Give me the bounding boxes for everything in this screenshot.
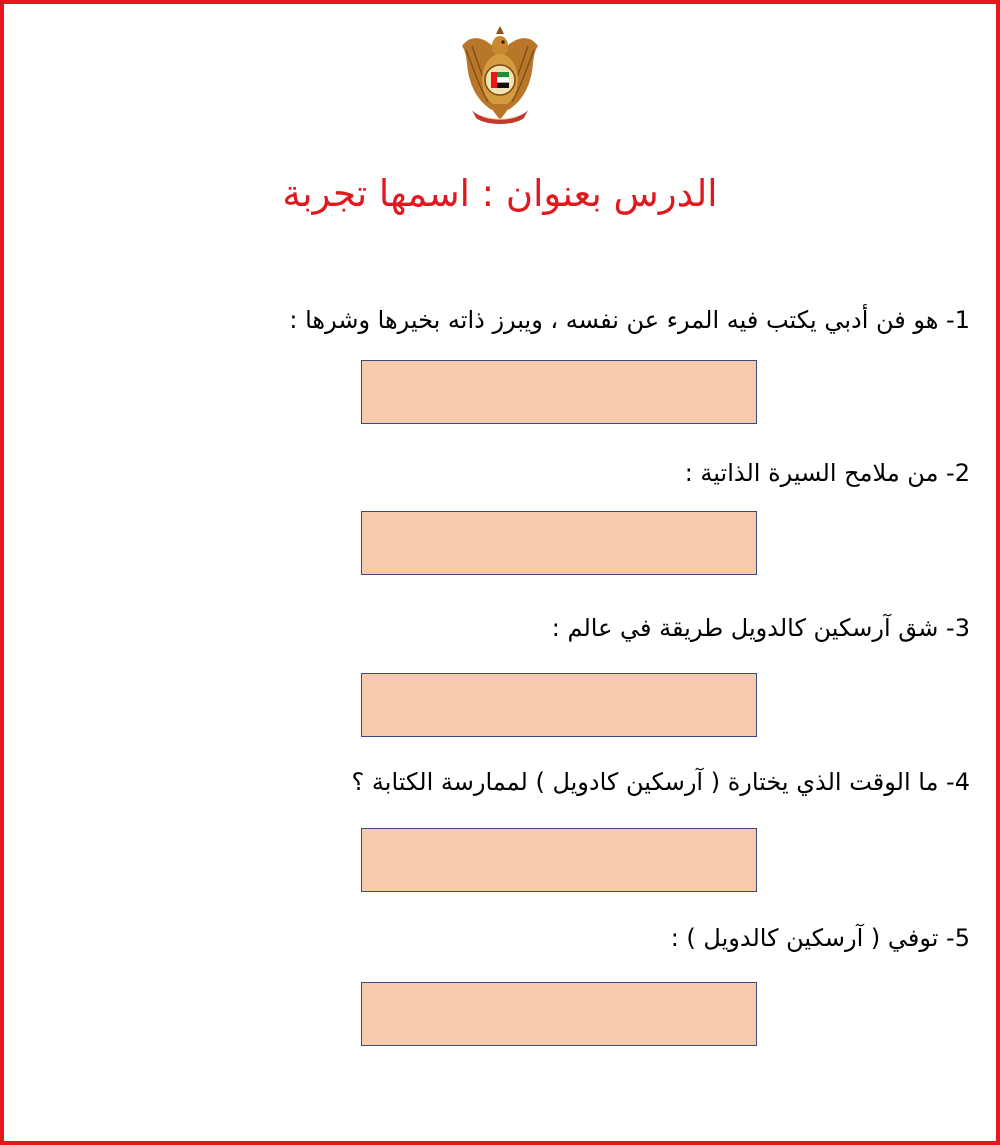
lesson-title: الدرس بعنوان : اسمها تجربة (282, 172, 718, 215)
question-5: 5- توفي ( آرسكين كالدويل ) : (670, 924, 970, 952)
uae-emblem-icon (458, 24, 542, 126)
answer-box-4[interactable] (361, 828, 757, 892)
question-1: 1- هو فن أدبي يكتب فيه المرء عن نفسه ، ويبرز ذاته بخيرها وشرها : (289, 306, 970, 334)
question-2: 2- من ملامح السيرة الذاتية : (684, 459, 970, 487)
answer-box-5[interactable] (361, 982, 757, 1046)
answer-box-3[interactable] (361, 673, 757, 737)
answer-box-1[interactable] (361, 360, 757, 424)
question-3: 3- شق آرسكين كالدويل طريقة في عالم : (551, 614, 970, 642)
question-4: 4- ما الوقت الذي يختارة ( آرسكين كادويل ) لممارسة الكتابة ؟ (351, 768, 970, 796)
answer-box-2[interactable] (361, 511, 757, 575)
